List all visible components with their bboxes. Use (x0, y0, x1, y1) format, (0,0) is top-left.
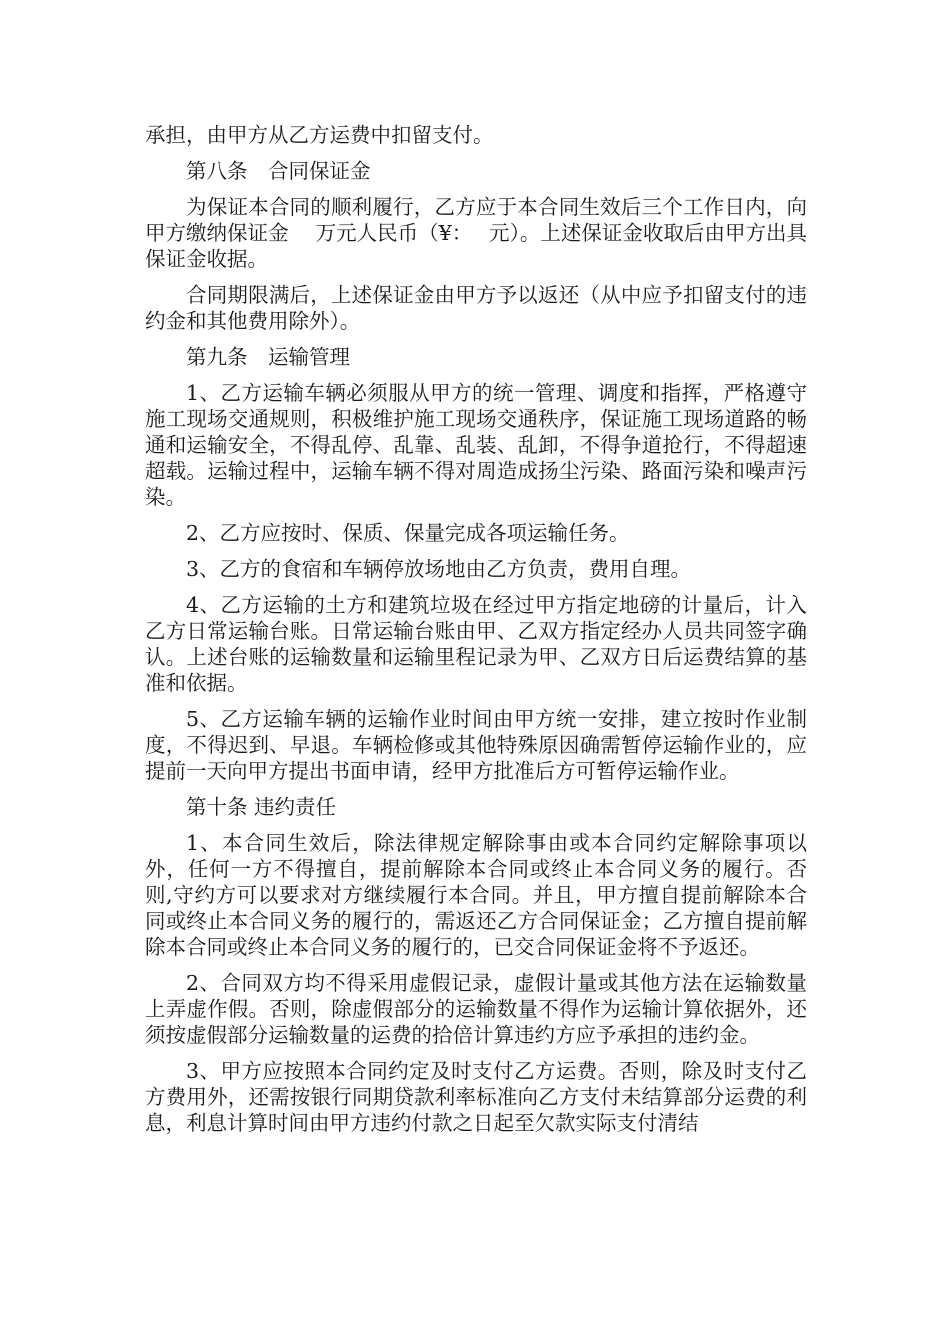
article-10-clause-2: 2、合同双方均不得采用虚假记录，虚假计量或其他方法在运输数量上弄虚作假。否则，除虚假部分的运输数量不得作为运输计算依据外，还须按虚假部分运输数量的运费的拾倍计算违约方应予承担的违约金。 (145, 971, 807, 1047)
article-10-clause-1: 1、本合同生效后，除法律规定解除事由或本合同约定解除事项以外，任何一方不得擅自，提前解除本合同或终止本合同义务的履行。否则,守约方可以要求对方继续履行本合同。并且，甲方擅自提前解除本合同或终止本合同义务的履行的，需返还乙方合同保证金；乙方擅自提前解除本合同或终止本合同义务的履行的，已交合同保证金将不予返还。 (145, 831, 807, 959)
document-body (145, 122, 807, 1146)
article-10-clause-3: 3、甲方应按照本合同约定及时支付乙方运费。否则，除及时支付乙方费用外，还需按银行同期贷款利率标准向乙方支付未结算部分运费的利息，利息计算时间由甲方违约付款之日起至欠款实际支付清结 (145, 1059, 807, 1135)
paragraph-continuation: 承担，由甲方从乙方运费中扣留支付。 (145, 123, 494, 147)
article-8-paragraph-2: 合同期限满后，上述保证金由甲方予以返还（从中应予扣留支付的违约金和其他费用除外）。 (145, 283, 807, 333)
article-8-heading: 第八条 合同保证金 (186, 159, 371, 183)
article-10-heading: 第十条 违约责任 (186, 795, 337, 819)
article-9-clause-5: 5、乙方运输车辆的运输作业时间由甲方统一安排，建立按时作业制度，不得迟到、早退。车辆检修或其他特殊原因确需暂停运输作业的，应提前一天向甲方提出书面申请，经甲方批准后方可暂停运输作业。 (145, 707, 807, 783)
article-9-clause-1: 1、乙方运输车辆必须服从甲方的统一管理、调度和指挥，严格遵守施工现场交通规则，积极维护施工现场交通秩序，保证施工现场道路的畅通和运输安全，不得乱停、乱靠、乱装、乱卸，不得争道抢行，不得超速超载。运输过程中，运输车辆不得对周造成扬尘污染、路面污染和噪声污染。 (145, 381, 807, 509)
article-8-paragraph-1: 为保证本合同的顺利履行，乙方应于本合同生效后三个工作日内，向甲方缴纳保证金 万元人民币（¥： 元）。上述保证金收取后由甲方出具保证金收据。 (145, 195, 807, 271)
article-9-clause-3: 3、乙方的食宿和车辆停放场地由乙方负责，费用自理。 (186, 557, 692, 581)
article-9-heading: 第九条 运输管理 (186, 345, 350, 369)
article-9-clause-2: 2、乙方应按时、保质、保量完成各项运输任务。 (186, 521, 630, 545)
article-9-clause-4: 4、乙方运输的土方和建筑垃圾在经过甲方指定地磅的计量后，计入乙方日常运输台账。日常运输台账由甲、乙双方指定经办人员共同签字确认。上述台账的运输数量和运输里程记录为甲、乙双方日后运费结算的基准和依据。 (145, 593, 807, 695)
